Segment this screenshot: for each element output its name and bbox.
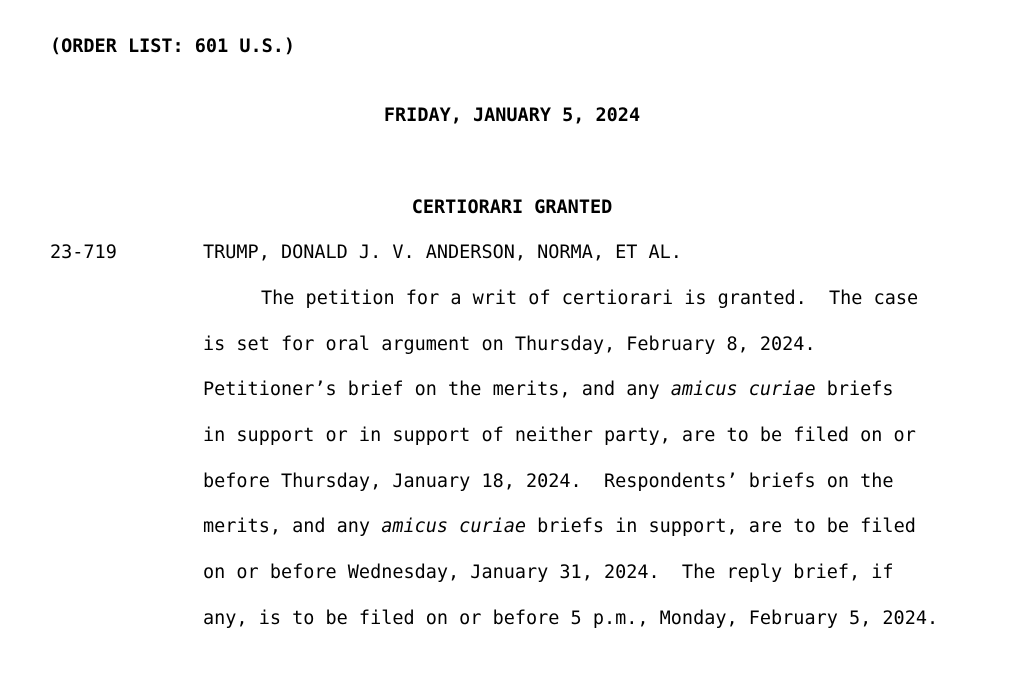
order-date-heading: FRIDAY, JANUARY 5, 2024 (383, 105, 641, 126)
order-text-segment: briefs (815, 379, 894, 401)
order-list-header: (ORDER LIST: 601 U.S.) (50, 36, 296, 57)
order-text-line: any, is to be filed on or before 5 p.m., Monday, February 5, 2024. (203, 607, 939, 629)
order-text-line (203, 516, 993, 562)
order-text-segment: Petitioner’s brief on the merits, and any (203, 379, 671, 401)
order-text-segment: merits, and any (203, 516, 382, 538)
order-text-line: in support or in support of neither party, are to be filed on or (203, 425, 916, 447)
order-text-line: on or before Wednesday, January 31, 2024. The reply brief, if (203, 562, 894, 584)
section-heading-certiorari-granted: CERTIORARI GRANTED (411, 197, 613, 218)
amicus-curiae-italic: amicus curiae (670, 379, 816, 401)
amicus-curiae-italic: amicus curiae (381, 516, 527, 538)
order-text-segment: briefs in support, are to be filed (526, 516, 916, 538)
order-text-line: is set for oral argument on Thursday, February 8, 2024. (203, 333, 816, 355)
case-caption: TRUMP, DONALD J. V. ANDERSON, NORMA, ET AL. (203, 242, 682, 263)
order-text-line: The petition for a writ of certiorari is granted. The case (261, 288, 919, 309)
case-number: 23-719 (50, 242, 117, 263)
order-text-line (203, 379, 993, 425)
order-text-paragraph (203, 288, 993, 654)
order-text-line: before Thursday, January 18, 2024. Respondents’ briefs on the (203, 470, 894, 492)
